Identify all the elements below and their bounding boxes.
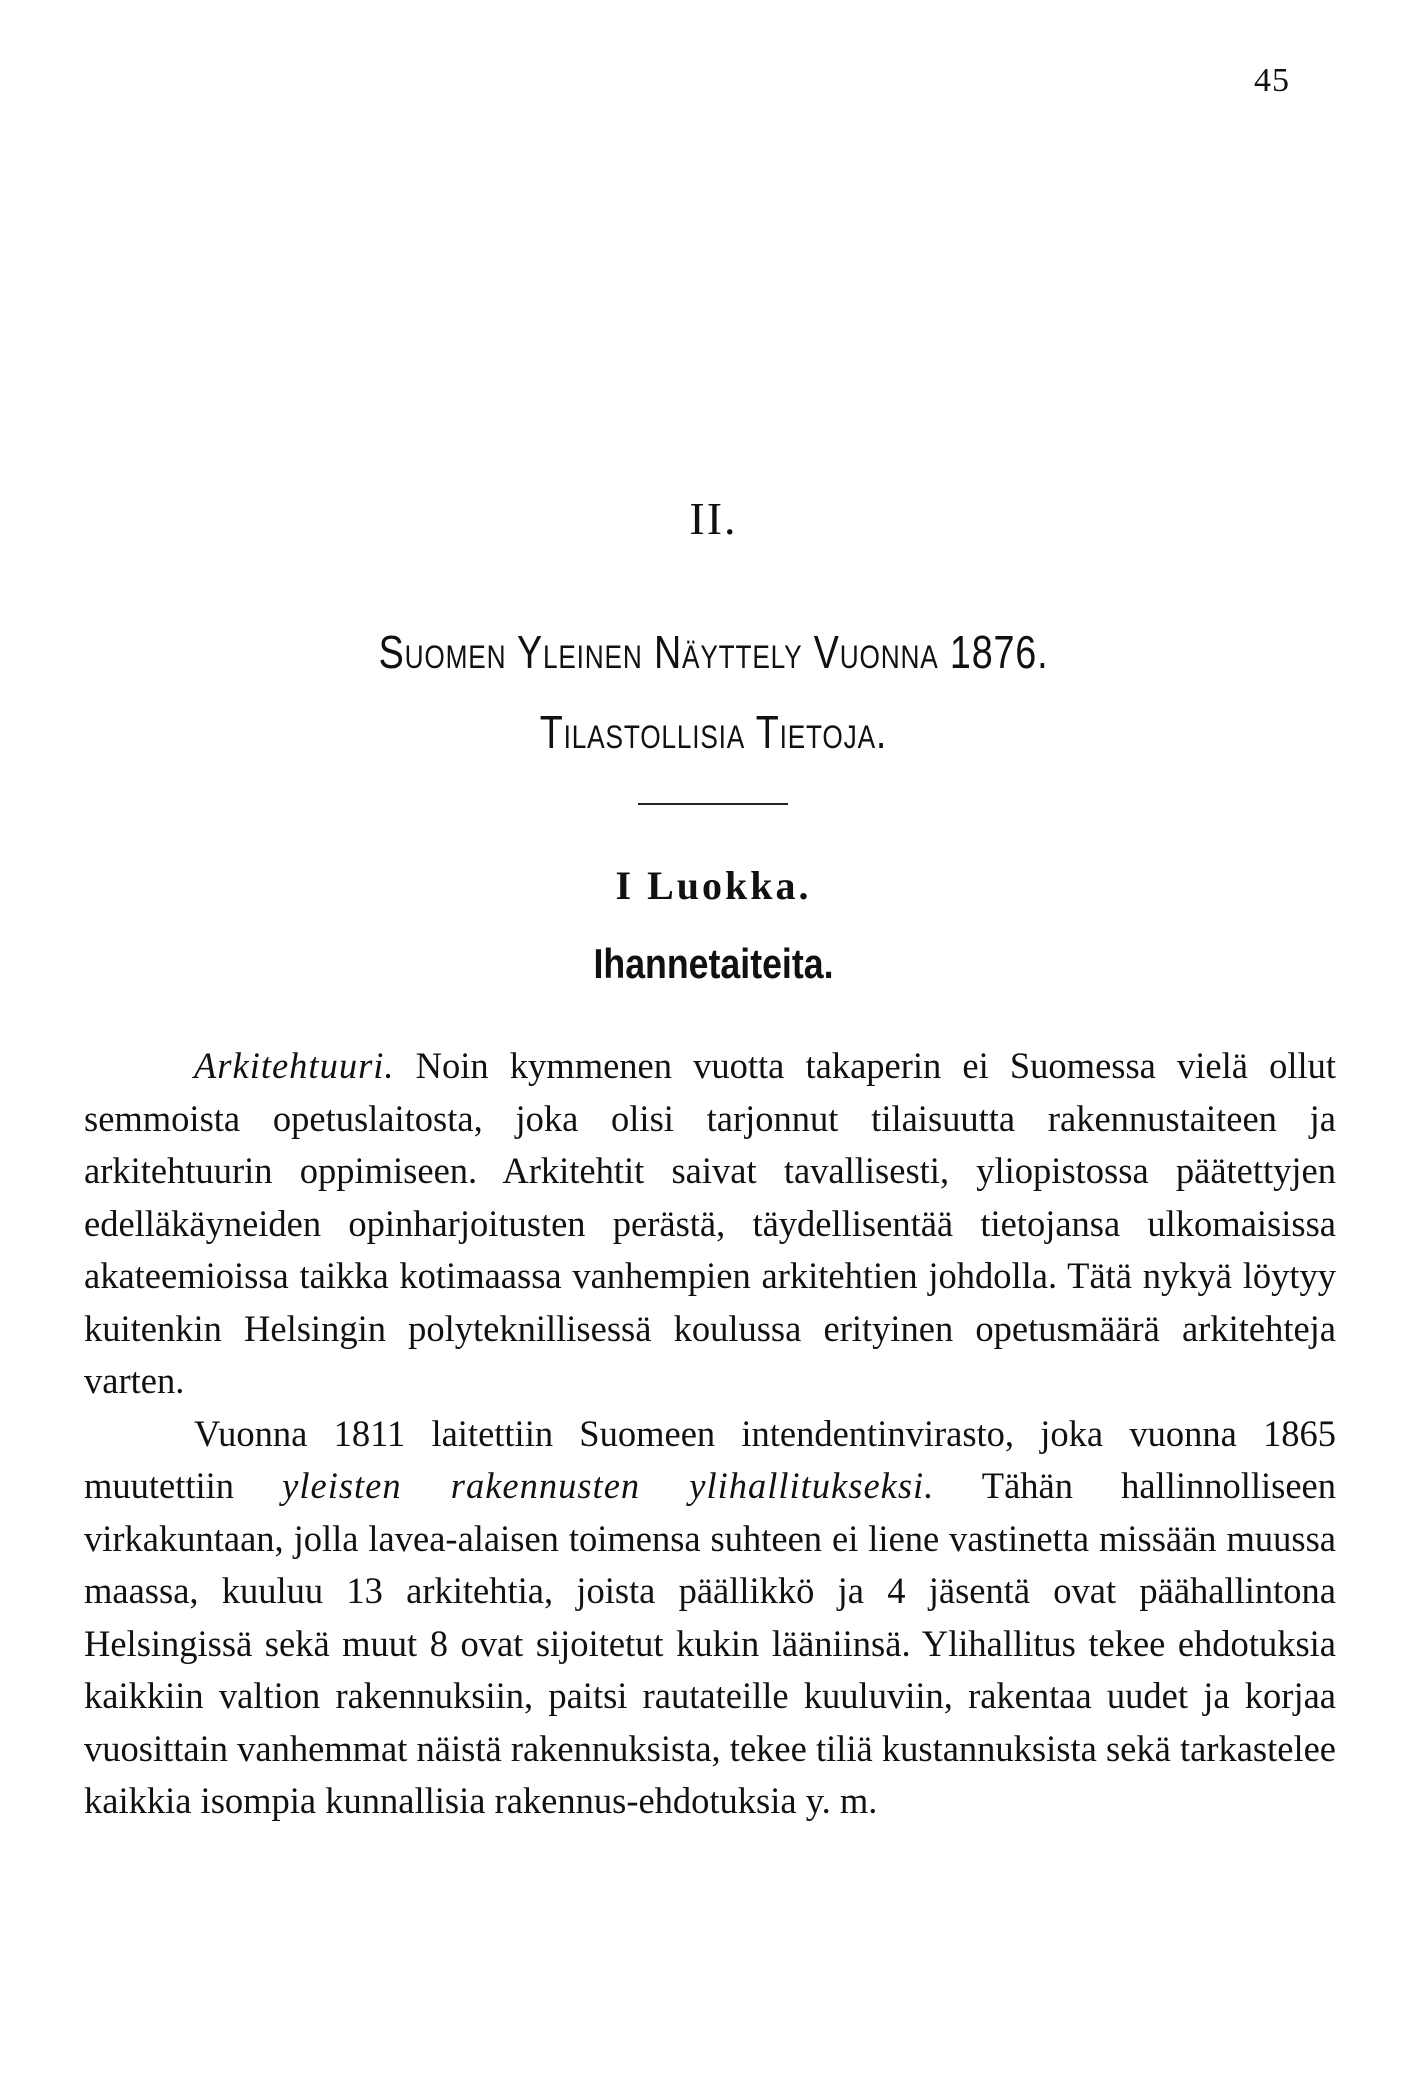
section-heading: Ihannetaiteita. (593, 940, 834, 987)
chapter-numeral: II. (689, 493, 738, 544)
paragraph-architecture (84, 1040, 1336, 1408)
paragraph-italic-phrase: yleisten rakennusten ylihallitukseksi. (282, 1465, 935, 1506)
title-line-1: Suomen Yleinen Näyttely Vuonna 1876. (378, 626, 1049, 678)
paragraph-text: Tähän hallinnolliseen virkakuntaan, jolla lavea-alaisen toimensa suhteen ei liene vastinetta missään muussa maassa, kuuluu 13 arkitehtia, joista päällikkö ja 4 jäsentä ovat päähallintona Helsingissä sekä muut 8 ovat sijoitetut kukin lääniinsä. Ylihallitus tekee ehdotuksia kaikkiin valtion rakennuksiin, paitsi rautateille kuuluviin, rakentaa uudet ja korjaa vuosittain vanhemmat näistä rakennuksista, tekee tiliä kustannuksista sekä tarkastelee kaikkia isompia kunnallisia rakennus-ehdotuksia y. m. (84, 1465, 1336, 1821)
paragraph-text: Noin kymmenen vuotta takaperin ei Suomessa vielä ollut semmoista opetuslaitosta, joka olisi tarjonnut tilaisuutta rakennustaiteen ja arkitehtuurin oppimiseen. Arkitehtit saivat tavallisesti, yliopistossa päätettyjen edelläkäyneiden opinharjoitusten perästä, täydellisentää tietojansa ulkomaisissa akateemioissa taikka kotimaassa vanhempien arkitehtien johdolla. Tätä nykyä löytyy kuitenkin Helsingin polyteknillisessä koulussa erityinen opetusmäärä arkitehteja varten. (84, 1045, 1336, 1401)
divider-rule (638, 803, 788, 805)
body-text (84, 1040, 1336, 1828)
paragraph-text: Vuonna 1811 laitettiin Suomeen intendentinvirasto, joka vuonna 1865 muutettiin (84, 1412, 1336, 1506)
title-line-2: Tilastollisia Tietoja. (539, 706, 888, 758)
paragraph-lead-italic: Arkitehtuuri. (194, 1045, 395, 1086)
paragraph-intendant-office (84, 1408, 1336, 1828)
page-number: 45 (1254, 62, 1290, 99)
class-heading: I Luokka. (615, 863, 812, 908)
